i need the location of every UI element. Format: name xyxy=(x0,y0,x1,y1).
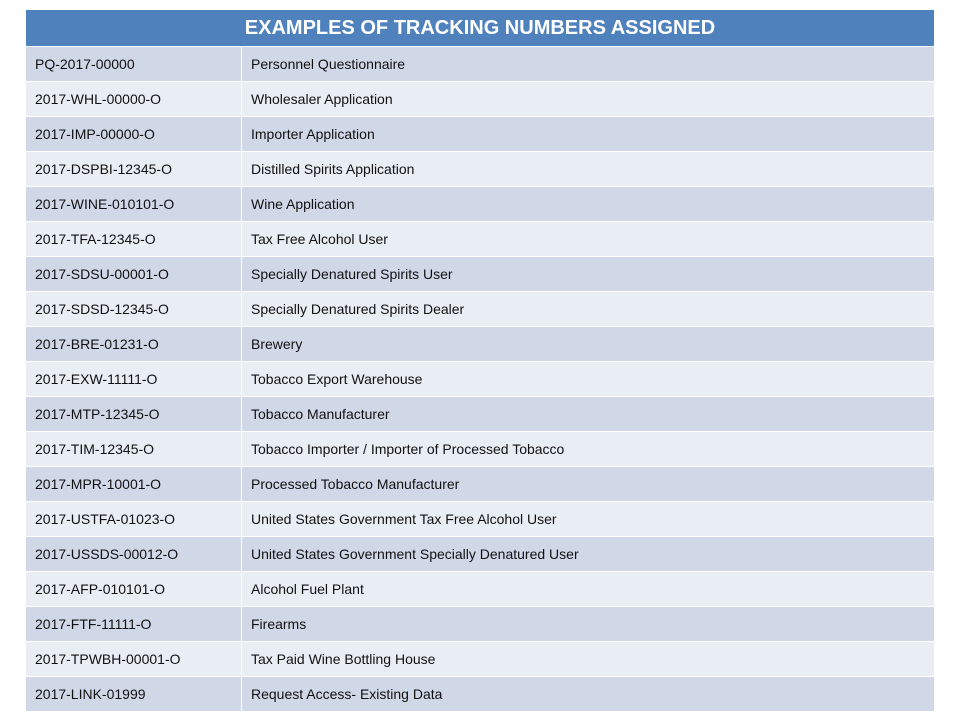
table-row xyxy=(26,677,935,712)
description-cell: United States Government Specially Denatured User xyxy=(242,537,935,572)
table-row xyxy=(26,642,935,677)
tracking-number-cell: 2017-FTF-11111-O xyxy=(26,607,242,642)
table-row xyxy=(26,502,935,537)
table-row xyxy=(26,292,935,327)
tracking-number-cell: 2017-TFA-12345-O xyxy=(26,222,242,257)
description-cell: Tobacco Export Warehouse xyxy=(242,362,935,397)
tracking-number-cell: 2017-SDSU-00001-O xyxy=(26,257,242,292)
tracking-number-cell: 2017-IMP-00000-O xyxy=(26,117,242,152)
description-cell: Tax Free Alcohol User xyxy=(242,222,935,257)
tracking-number-cell: 2017-AFP-010101-O xyxy=(26,572,242,607)
description-cell: Processed Tobacco Manufacturer xyxy=(242,467,935,502)
tracking-numbers-table xyxy=(25,9,935,712)
description-cell: Tobacco Importer / Importer of Processed Tobacco xyxy=(242,432,935,467)
table-title: EXAMPLES OF TRACKING NUMBERS ASSIGNED xyxy=(26,10,935,47)
description-cell: Wholesaler Application xyxy=(242,82,935,117)
table-row xyxy=(26,257,935,292)
table-row xyxy=(26,82,935,117)
table-row xyxy=(26,117,935,152)
tracking-number-cell: PQ-2017-00000 xyxy=(26,47,242,82)
tracking-number-cell: 2017-WINE-010101-O xyxy=(26,187,242,222)
description-cell: Specially Denatured Spirits User xyxy=(242,257,935,292)
tracking-number-cell: 2017-BRE-01231-O xyxy=(26,327,242,362)
tracking-number-cell: 2017-MPR-10001-O xyxy=(26,467,242,502)
table-row xyxy=(26,467,935,502)
description-cell: United States Government Tax Free Alcohol User xyxy=(242,502,935,537)
description-cell: Importer Application xyxy=(242,117,935,152)
description-cell: Firearms xyxy=(242,607,935,642)
tracking-number-cell: 2017-MTP-12345-O xyxy=(26,397,242,432)
table-row xyxy=(26,572,935,607)
description-cell: Specially Denatured Spirits Dealer xyxy=(242,292,935,327)
table-row xyxy=(26,152,935,187)
description-cell: Tobacco Manufacturer xyxy=(242,397,935,432)
tracking-number-cell: 2017-SDSD-12345-O xyxy=(26,292,242,327)
description-cell: Tax Paid Wine Bottling House xyxy=(242,642,935,677)
table-row xyxy=(26,537,935,572)
table-row xyxy=(26,222,935,257)
description-cell: Wine Application xyxy=(242,187,935,222)
table-row xyxy=(26,607,935,642)
table-header-row xyxy=(26,10,935,47)
table-row xyxy=(26,327,935,362)
table-row xyxy=(26,187,935,222)
tracking-number-cell: 2017-TIM-12345-O xyxy=(26,432,242,467)
description-cell: Request Access- Existing Data xyxy=(242,677,935,712)
description-cell: Alcohol Fuel Plant xyxy=(242,572,935,607)
description-cell: Distilled Spirits Application xyxy=(242,152,935,187)
table-row xyxy=(26,362,935,397)
table-row xyxy=(26,397,935,432)
tracking-number-cell: 2017-LINK-01999 xyxy=(26,677,242,712)
description-cell: Brewery xyxy=(242,327,935,362)
table-row xyxy=(26,432,935,467)
tracking-number-cell: 2017-WHL-00000-O xyxy=(26,82,242,117)
tracking-number-cell: 2017-DSPBI-12345-O xyxy=(26,152,242,187)
tracking-number-cell: 2017-TPWBH-00001-O xyxy=(26,642,242,677)
tracking-number-cell: 2017-EXW-11111-O xyxy=(26,362,242,397)
table-body xyxy=(26,47,935,712)
table-row xyxy=(26,47,935,82)
tracking-number-cell: 2017-USSDS-00012-O xyxy=(26,537,242,572)
tracking-number-cell: 2017-USTFA-01023-O xyxy=(26,502,242,537)
description-cell: Personnel Questionnaire xyxy=(242,47,935,82)
